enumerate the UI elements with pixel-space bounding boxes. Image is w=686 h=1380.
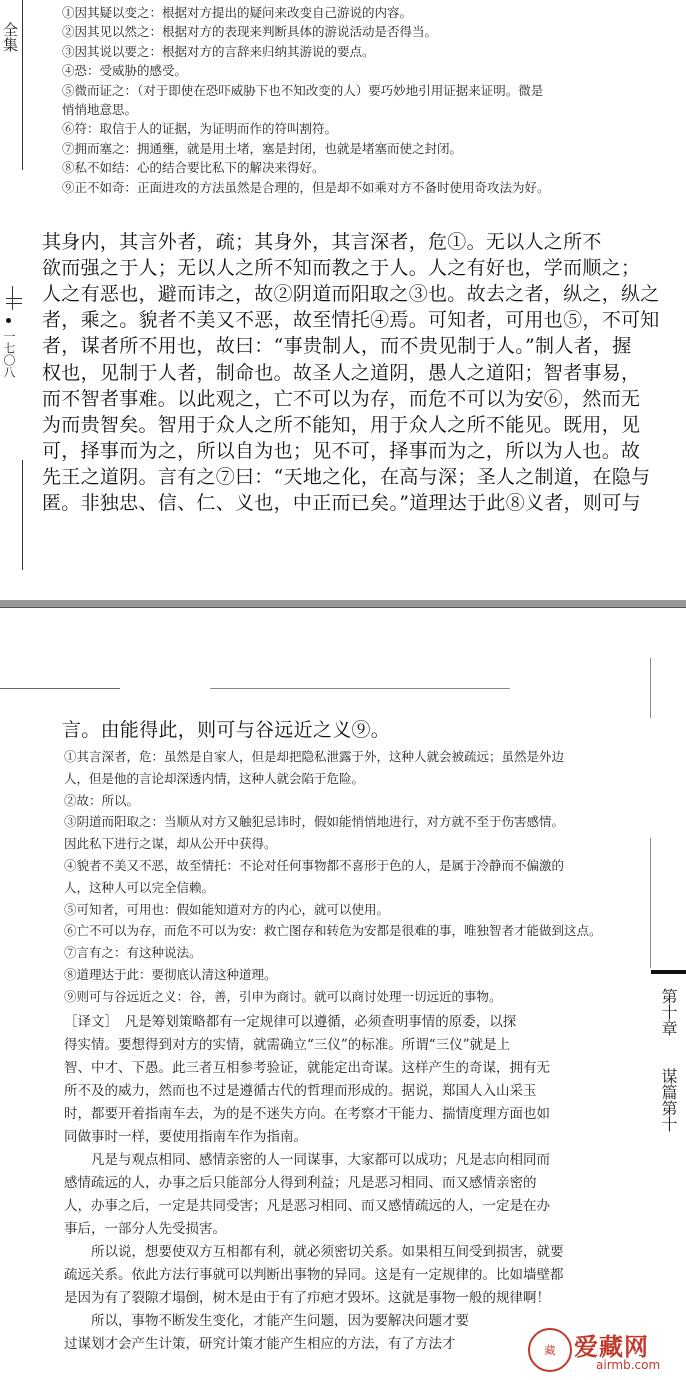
text-line: 人之有恶也，避而讳之，故②阴道而阳取之③也。故去之者，纵之，纵之	[42, 283, 660, 306]
text-line: 权也，见制于人者，制命也。故圣人之道阴，愚人之道阳；智者事易，	[42, 361, 641, 384]
page-number: 一七〇八	[2, 330, 16, 378]
annotation-line: ⑥亡不可以为存，而危不可以为安：救亡图存和转危为安都是很难的事，唯独智者才能做到这点。	[64, 923, 602, 939]
translation-line: 人，办事之后，一定是共同受害；凡是恶习相同、而又感情疏远的人，一定是在办	[64, 1198, 550, 1214]
continued-text-line: 言。由能得此，则可与谷远近之义⑨。	[62, 719, 391, 741]
book-page-upper	[0, 0, 686, 600]
book-page-lower	[0, 608, 686, 1380]
annotation-line: ⑤微而证之：（对于即使在恐吓威胁下也不知改变的人）要巧妙地引用证据来证明。微是	[62, 82, 544, 98]
text-line: 可，择事而为之，所以自为也；见不可，择事而为之，所以为人也。故	[42, 439, 641, 462]
side-collection-label: 全集	[1, 22, 19, 52]
side-rule-upper	[650, 838, 651, 968]
annotation-line: ②因其见以然之：根据对方的表现来判断具体的游说活动是否得当。	[62, 24, 438, 40]
annotation-line: ②故：所以。	[64, 792, 140, 808]
annotation-line: ⑨正不如奇：正面进攻的方法虽然是合理的，但是却不如乘对方不备时使用奇攻法为好。	[62, 179, 550, 195]
watermark-seal	[528, 1328, 572, 1372]
annotation-line: 因此私下进行之谋，却从公开中获得。	[64, 836, 277, 852]
annotation-line: 悄悄地意思。	[62, 102, 138, 117]
bullet-mark	[6, 318, 11, 323]
annotation-line: ⑤可知者，可用也：假如能知道对方的内心，就可以使用。	[64, 901, 390, 917]
translation-line: 疏远关系。依此方法行事就可以判断出事物的异同。这是有一定规律的。比如墙壁都	[64, 1267, 564, 1283]
text-line: 者，乘之。貌者不美又不恶，故至情托④焉。可知者，可用也⑤，不可知	[42, 309, 660, 332]
translation-line: 同做事时一样，要使用指南车作为指南。	[64, 1129, 307, 1145]
translation-line: ［译文］ 凡是筹划策略都有一定规律可以遵循，必须查明事情的原委，以探	[64, 1014, 517, 1030]
translation-line: 所以说，想要使双方互相都有利，就必须密切关系。如果相互间受到损害，就要	[64, 1244, 564, 1260]
text-line: 先王之道阴。言有之⑦曰：“天地之化，在高与深；圣人之制道，在隐与	[42, 465, 651, 488]
annotation-line: ⑦拥而塞之：拥通壅，就是用土堵，塞是封闭，也就是堵塞而使之封闭。	[62, 140, 463, 156]
side-chapter-number: 第十章	[659, 988, 678, 1036]
text-line: 而不智者事难。以此观之，亡不可以为存，而危不可以为安⑥，然而无	[42, 387, 641, 410]
header-rule-center	[210, 688, 510, 689]
annotation-line: 人，但是他的言论却深透内情，这种人就会陷于危险。	[64, 770, 365, 786]
annotation-line: ④恐：受威胁的感受。	[62, 63, 188, 79]
annotation-line: ①其言深者，危：虽然是自家人，但是却把隐私泄露于外，这种人就会被疏远；虽然是外边	[64, 749, 565, 764]
watermark-site-url: airmb.com	[596, 1358, 661, 1372]
translation-line: 智、中才、下愚。此三者互相参考验证，就能定出奇谋。这样产生的奇谋，拥有无	[64, 1060, 550, 1076]
side-chapter-title: 谋篇第十	[659, 1068, 678, 1132]
translation-line: 所不及的威力，然而也不过是遵循古代的哲理而形成的。据说，郑国人入山采玉	[64, 1083, 537, 1099]
text-line: 者，谋者所不用也，故曰：“事贵制人，而不贵见制于人。”制人者，握	[42, 335, 632, 358]
margin-tick	[6, 303, 22, 304]
translation-line: 事后，一部分人先受损害。	[64, 1221, 226, 1237]
translation-line: 时，都要开着指南车去，为的是不迷失方向。在考察才干能力、揣情度理方面也如	[64, 1106, 550, 1122]
annotation-line: ③因其说以要之：根据对方的言辞来归纳其游说的要点。	[62, 43, 375, 59]
watermark-seal-text: 藏	[544, 1344, 556, 1357]
margin-rule-lower	[22, 460, 23, 570]
annotation-line: ⑦言有之：有这种说法。	[64, 945, 202, 961]
annotation-line: ①因其疑以变之：根据对方提出的疑问来改变自己游说的内容。	[62, 5, 413, 20]
text-line: 欲而强之于人；无以人之所不知而教之于人。人之有好也，学而顺之；	[42, 257, 641, 280]
annotation-line: ⑧道理达于此：要彻底认清这种道理。	[64, 967, 277, 982]
translation-line: 得实情。要想得到对方的实情，就需确立“三仪”的标准。所谓“三仪”就是上	[64, 1037, 511, 1053]
annotation-line: ⑧私不如结：心的结合要比私下的解决来得好。	[62, 160, 325, 176]
annotation-line: ⑨则可与谷远近之义：谷，善，引申为商讨。就可以商讨处理一切远近的事物。	[64, 988, 502, 1004]
margin-tick	[6, 298, 22, 299]
text-line: 其身内，其言外者，疏；其身外，其言深者，危①。无以人之所不	[42, 231, 602, 253]
annotation-line: ⑥符：取信于人的证据，为证明而作的符叫割符。	[62, 121, 338, 137]
translation-line: 所以，事物不断发生变化，才能产生问题，因为要解决问题才要	[64, 1313, 469, 1329]
annotation-line: ③阴道而阳取之：当顺从对方又触犯忌讳时，假如能悄悄地进行，对方就不至于伤害感情。	[64, 814, 565, 830]
margin-tick-vertical	[12, 286, 13, 310]
margin-rule-upper	[22, 0, 23, 170]
translation-line: 过谋划才会产生计策，研究计策才能产生相应的方法，有了方法才	[64, 1336, 456, 1352]
translation-line: 凡是与观点相同、感情亲密的人一同谋事，大家都可以成功；凡是志向相同而	[64, 1152, 550, 1168]
header-tick-right	[650, 658, 651, 718]
annotation-line: ④貌者不美又不恶，故至情托：不论对任何事物都不喜形于色的人，是属于冷静而不偏激的	[64, 858, 565, 873]
header-rule-left	[0, 688, 120, 689]
text-line: 为而贵智矣。智用于众人之所不能知，用于众人之所不能见。既用，见	[42, 413, 641, 436]
translation-line: 感情疏远的人，办事之后只能部分人得到利益；凡是恶习相同、而又感情亲密的	[64, 1175, 537, 1191]
text-line: 匿。非独忠、信、仁、义也，中正而已矣。”道理达于此⑧义者，则可与	[42, 492, 641, 514]
translation-line: 是因为有了裂隙才塌倒，树木是由于有了疖疤才毁坏。这就是事物一般的规律啊！	[64, 1290, 550, 1306]
annotation-line: 人，这种人可以完全信赖。	[64, 879, 215, 895]
chapter-marker-bar	[651, 970, 686, 974]
watermark-site-name: 爱藏网	[574, 1332, 649, 1361]
